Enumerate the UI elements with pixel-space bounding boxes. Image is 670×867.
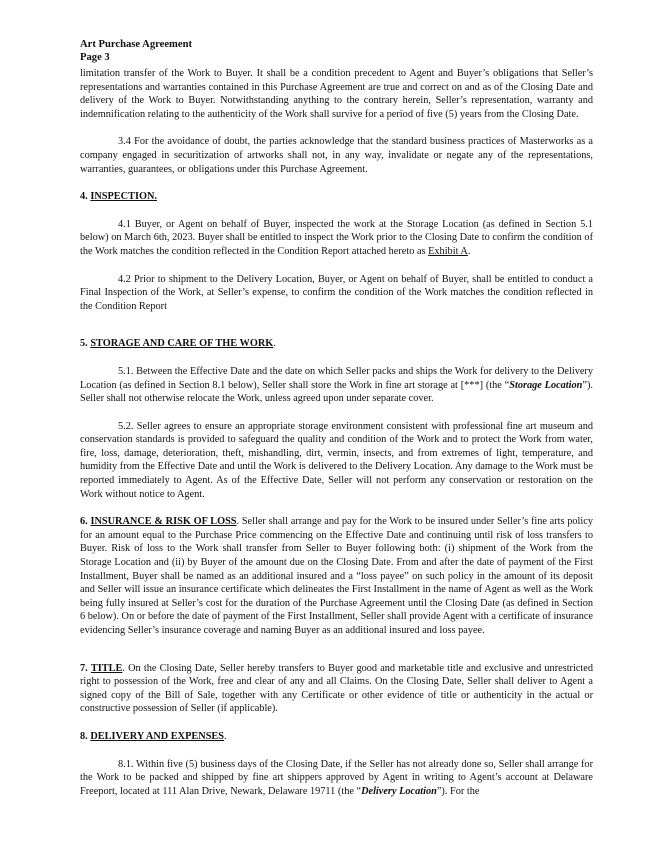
paragraph-4-2: 4.2 Prior to shipment to the Delivery Location, Buyer, or Agent on behalf of Buyer, shall be entitled to conduct a Final Inspection of the Work, at Seller’s expense, to confirm the condition of the Work matches the condition reflected in the Condition Report — [80, 273, 593, 312]
document-page — [80, 38, 593, 798]
section-8-number: 8. — [80, 730, 88, 742]
delivery-location-term: Delivery Location — [361, 785, 437, 797]
paragraph-4-1-text: 4.1 Buyer, or Agent on behalf of Buyer, inspected the work at the Storage Location (as defined in Section 5.1 below) on March 6th, 2023. Buyer shall be entitled to inspect the Work prior to the Closing Date to confirm the condition of the Work matches the condition reflected in the Condition Report attached hereto as — [80, 218, 593, 257]
page-number: Page 3 — [80, 52, 110, 63]
section-4-title: INSPECTION. — [90, 191, 157, 203]
section-4-number: 4. — [80, 191, 88, 203]
section-7-title: TITLE — [90, 662, 123, 674]
paragraph-8-1-text: 8.1. Within five (5) business days of the Closing Date, if the Seller has not already done so, Seller shall arrange for the Work to be packed and shipped by fine art shippers approved by Agent in writing to Agent’s account at Delaware Freeport, located at 111 Alan Drive, Newark, Delaware 19711 (the “ — [80, 758, 593, 797]
section-7-number: 7. — [80, 662, 88, 674]
section-7-paragraph — [80, 662, 593, 716]
paragraph-4-1-end: . — [467, 245, 471, 257]
section-5-title-end: . — [273, 338, 276, 350]
section-6-text: . Seller shall arrange and pay for the Work to be insured under Seller’s fine arts policy for an amount equal to the Purchase Price commencing on the Effective Date and continuing until risk of loss transfers to Buyer. Risk of loss to the Work shall transfer from Seller to Buyer following both: (i) shipment of the Work from the Storage Location and (ii) by Buyer of the amount due on the Closing Date. From and after the date of payment of the First Installment, Buyer shall be named as an additional insured and a “loss payee” on such policy in the amount of its deposit and Seller will issue an insurance certificate which delineates the First Installment in the name of Agent as well as the Work being fully insured at Seller’s cost for the duration of the Purchase Agreement until the Closing Date (as defined in Section 6 below). On or before the date of payment of the First Installment, Seller shall provide Agent with a certificate of insurance evidencing Seller’s insurance coverage and naming Buyer as an additional insured and loss payee. — [80, 516, 593, 636]
section-8-heading — [80, 730, 593, 744]
section-5-number: 5. — [80, 338, 88, 350]
section-8-title: DELIVERY AND EXPENSES — [90, 730, 225, 742]
paragraph-8-1-end: ”). For the — [436, 785, 480, 797]
section-8-title-end: . — [224, 730, 227, 742]
section-6-number: 6. — [80, 516, 88, 528]
section-6-paragraph — [80, 515, 593, 637]
exhibit-a-reference: Exhibit A — [428, 245, 468, 257]
paragraph-8-1 — [80, 758, 593, 799]
page-header — [80, 38, 593, 64]
section-5-heading — [80, 337, 593, 351]
section-6-title: INSURANCE & RISK OF LOSS — [90, 516, 237, 528]
paragraph-5-2: 5.2. Seller agrees to ensure an appropriate storage environment consistent with professional fine art museum and conservation standards is provided to safeguard the quality and condition of the Work and to protect the Work from water, fire, loss, damage, deterioration, theft, mishandling, dirt, vermin, insects, and from extremes of light, temperature, and humidity from the Effective Date and until the Work is delivered to the Delivery Location. Any damage to the Work must be reported immediately to Agent. As of the Effective Date, Seller will not perform any conservation or restoration on the Work without notice to Agent. — [80, 420, 593, 500]
paragraph-intro: limitation transfer of the Work to Buyer. It shall be a condition precedent to Agent and Buyer’s obligations that Seller’s representations and warranties contained in this Purchase Agreement are true and correct on and as of the Closing Date and delivery of the Work to Buyer. Notwithstanding anything to the contrary herein, Seller’s representation, warranty and indemnification relating to the authenticity of the Work shall survive for a period of five (5) years from the Closing Date. — [80, 68, 593, 120]
section-5-title: STORAGE AND CARE OF THE WORK — [90, 338, 274, 350]
section-4-heading — [80, 190, 593, 204]
paragraph-3-4: 3.4 For the avoidance of doubt, the parties acknowledge that the standard business practices of Masterworks as a company engaged in securitization of artworks shall not, in any way, invalidate or negate any of the representations, warranties, guarantees, or obligations under this Purchase Agreement. — [80, 136, 593, 175]
paragraph-5-1 — [80, 365, 593, 406]
paragraph-4-1 — [80, 218, 593, 259]
section-7-text: . On the Closing Date, Seller hereby transfers to Buyer good and marketable title and exclusive and unrestricted right to possession of the Work, free and clear of any and all Claims. On the Closing Date, Seller shall deliver to Agent a signed copy of the Bill of Sale, together with any Certificate or other evidence of title or authenticity in the actual or constructive possession of Seller (if applicable). — [80, 662, 593, 715]
paragraph-5-1-end: ”). Seller shall not otherwise relocate the Work, unless agreed upon under separate cover. — [80, 379, 593, 405]
paragraph-5-1-text: 5.1. Between the Effective Date and the date on which Seller packs and ships the Work for delivery to the Delivery Location (as defined in Section 8.1 below), Seller shall store the Work in fine art storage at [***] (the “ — [80, 365, 593, 391]
document-title: Art Purchase Agreement — [80, 39, 192, 50]
storage-location-term: Storage Location — [509, 379, 583, 391]
